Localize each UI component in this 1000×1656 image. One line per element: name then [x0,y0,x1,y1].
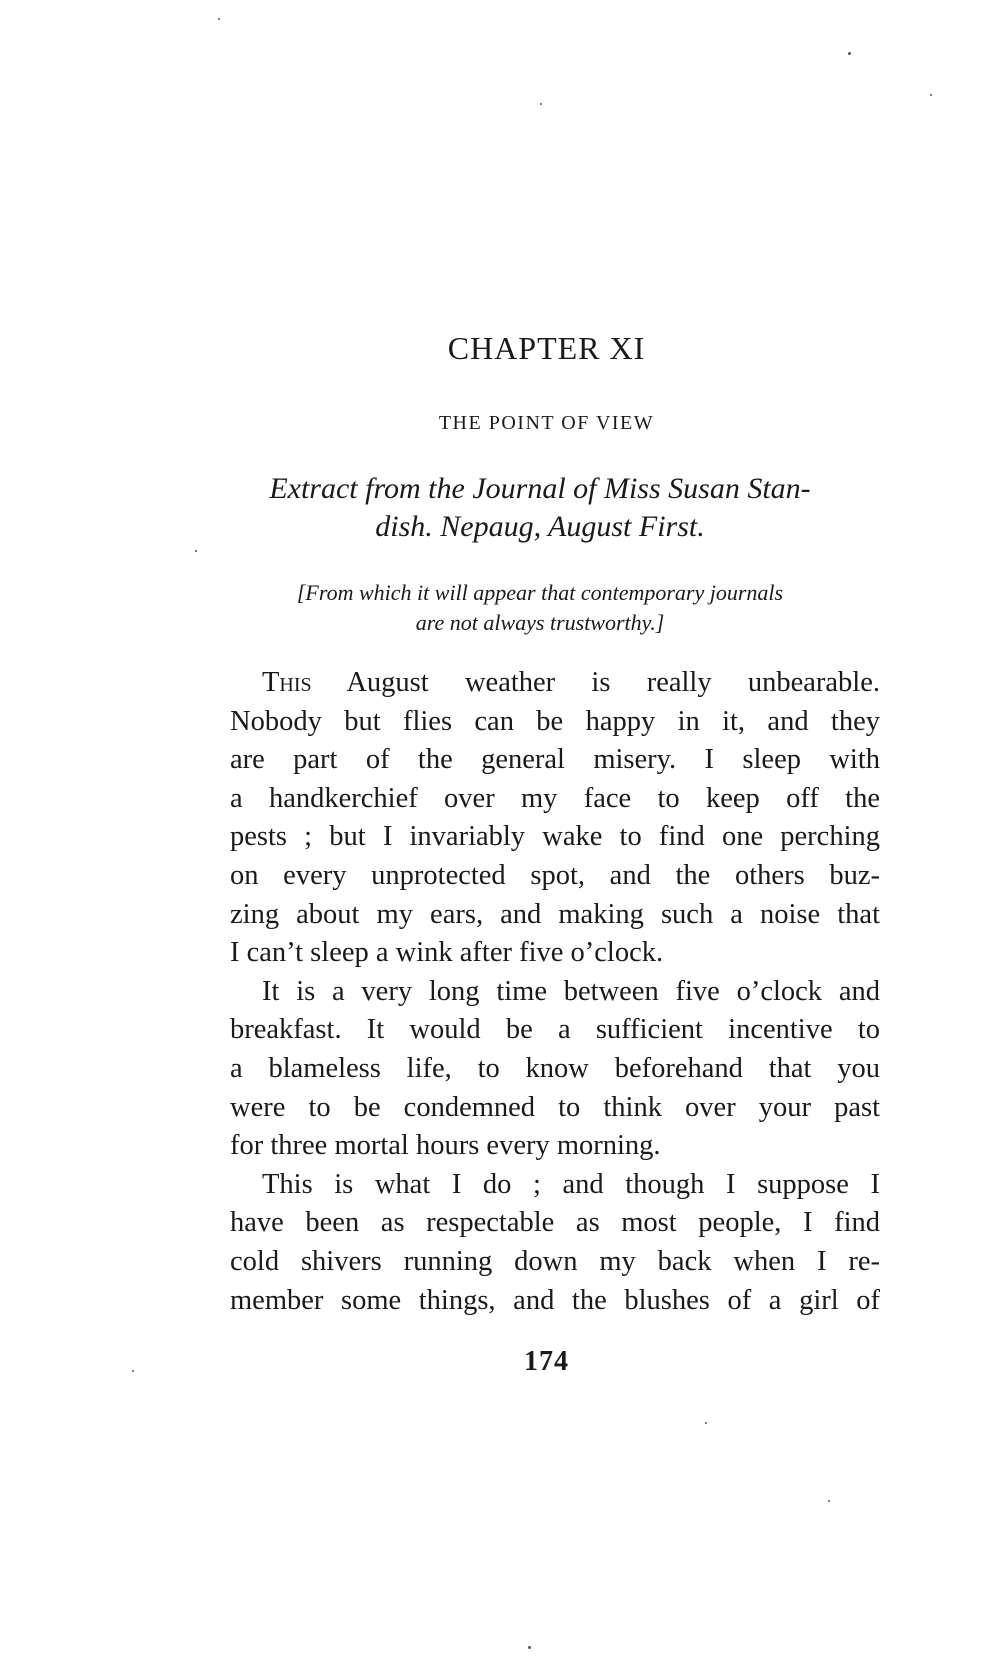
journal-title-line: Extract from the Journal of Miss Susan Stan- [269,472,811,505]
paragraph [198,1166,880,1320]
scan-speck [195,550,197,552]
scan-speck [848,52,851,55]
text-line: a blameless life, to know beforehand that you [230,1052,880,1084]
text-line: a handkerchief over my face to keep off the [230,782,880,814]
scan-speck [828,1500,830,1502]
text-line: I can’t sleep a wink after five o’clock. [230,937,664,969]
text-line: breakfast. It would be a sufficient incentive to [230,1014,880,1046]
text-line: are part of the general misery. I sleep with [230,744,880,776]
text-line: cold shivers running down my back when I re- [230,1245,880,1277]
body-text [198,664,880,1320]
text-line: This is what I do ; and though I suppose I [262,1168,880,1200]
paragraph [198,973,880,1166]
editor-note-line: are not always trustworthy.] [415,610,665,635]
page-number: 174 [524,1346,569,1377]
text-line: pests ; but I invariably wake to find one perching [230,821,880,853]
text-line: zing about my ears, and making such a noise that [230,898,880,930]
text-line: were to be condemned to think over your past [230,1091,880,1123]
editor-note [195,578,885,638]
text-line [198,664,880,703]
text-fragment: August weather is really unbearable. [311,667,880,698]
text-line: have been as respectable as most people, I find [230,1207,880,1239]
editor-note-line: [From which it will appear that contemporary journals [296,580,784,605]
text-line: It is a very long time between five o’clock and [262,975,880,1007]
text-line: for three mortal hours every morning. [230,1130,661,1162]
text-line: on every unprotected spot, and the others buz- [230,859,880,891]
scan-speck [540,103,542,105]
text-line: Nobody but flies can be happy in it, and they [230,705,880,737]
paragraph [198,664,880,973]
scan-speck [528,1646,531,1649]
journal-title-line: dish. Nepaug, August First. [375,510,705,543]
scan-speck [930,94,932,96]
scan-speck [705,1422,707,1424]
lead-word: This [262,667,312,698]
scan-speck [132,1370,134,1372]
journal-title [195,470,885,546]
chapter-subtitle: THE POINT OF VIEW [438,412,655,434]
text-line: member some things, and the blushes of a girl of [230,1284,880,1316]
scan-speck [218,18,220,20]
chapter-heading: CHAPTER XI [447,330,646,366]
